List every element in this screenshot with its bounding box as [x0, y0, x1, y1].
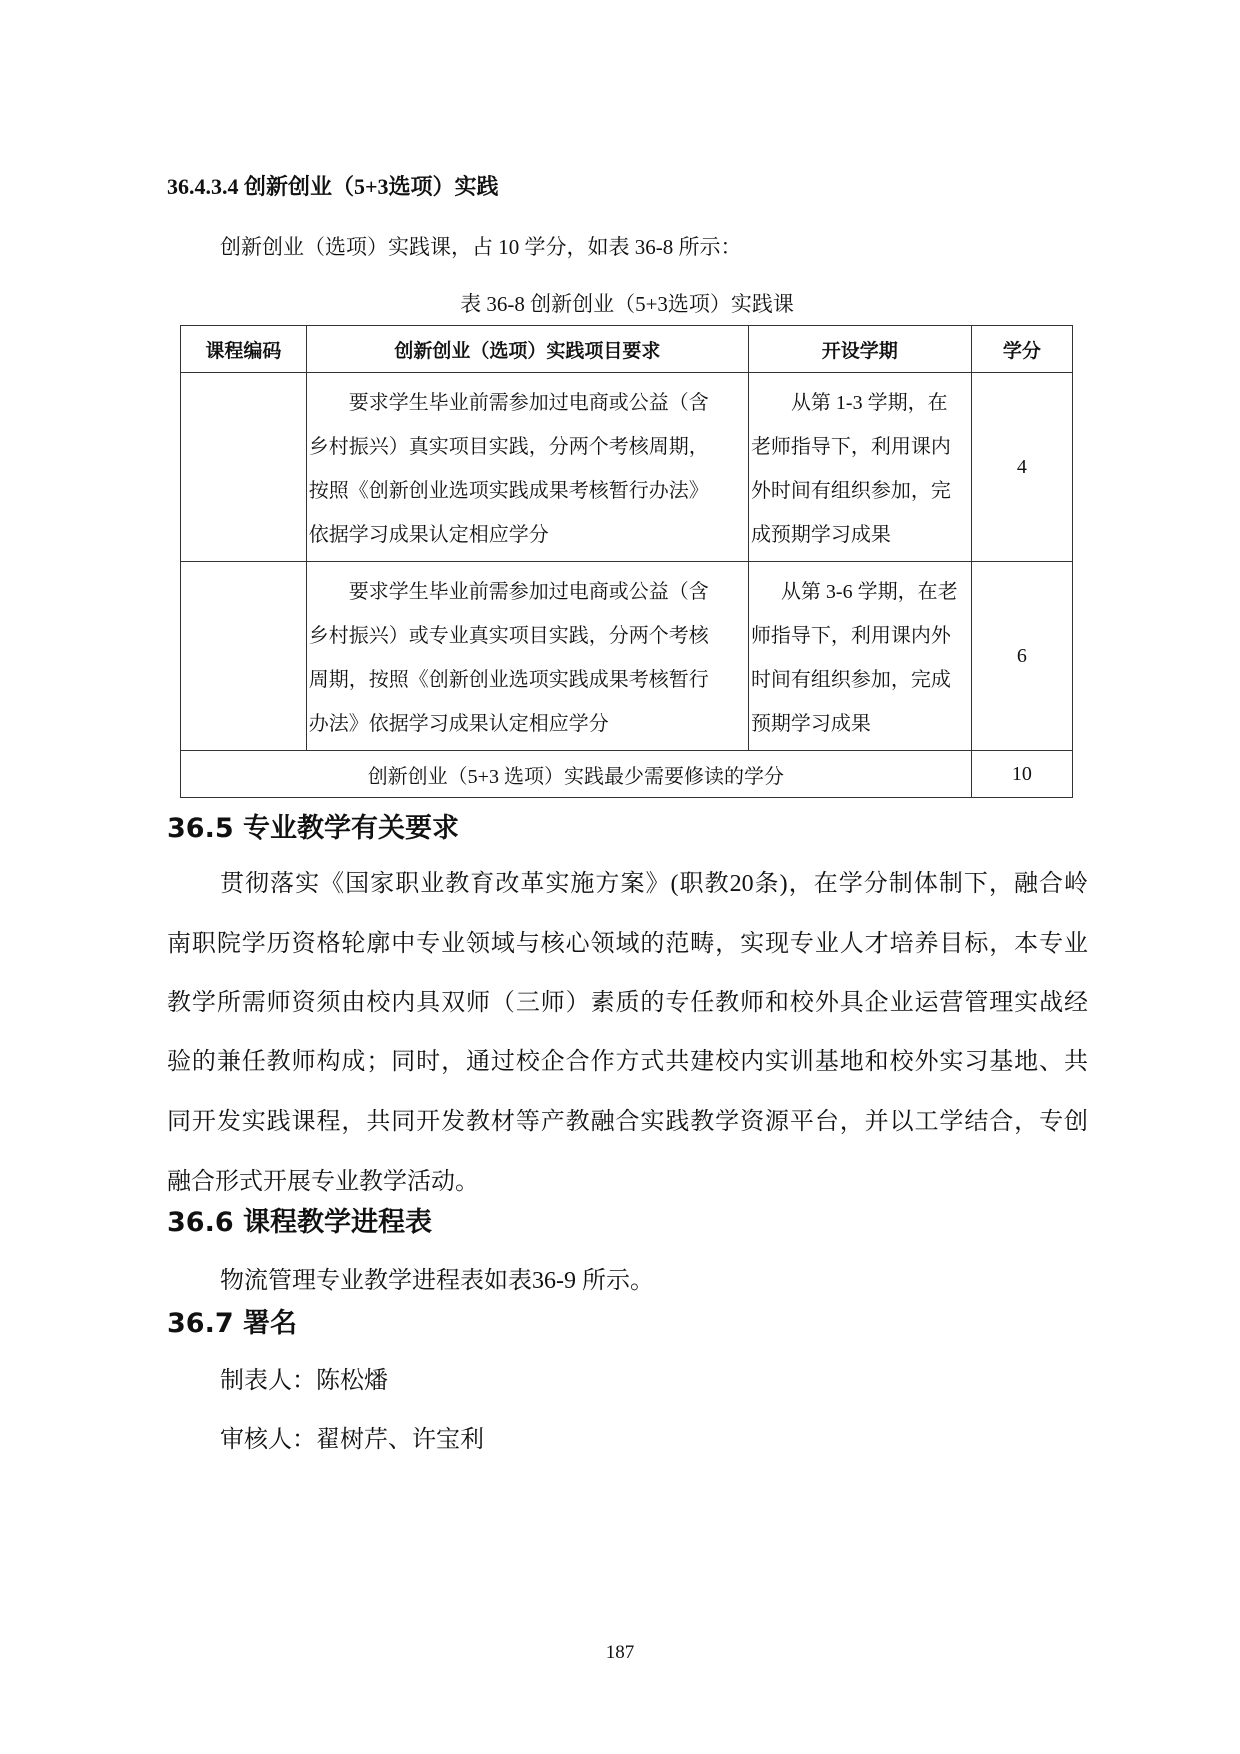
paragraph-line: 南职院学历资格轮廓中专业领域与核心领域的范畴，实现专业人才培养目标，本专业	[167, 931, 1088, 957]
line: 依据学习成果认定相应学分	[308, 523, 549, 546]
line: 预期学习成果	[750, 712, 871, 735]
section-36-6-heading: 36.6 课程教学进程表	[167, 1207, 433, 1238]
line: 时间有组织参加，完成	[750, 668, 951, 691]
intro-paragraph: 创新创业（选项）实践课，占 10 学分，如表 36-8 所示：	[220, 235, 742, 259]
paragraph-line: 融合形式开展专业教学活动。	[167, 1169, 479, 1195]
line: 成预期学习成果	[750, 523, 891, 546]
table-caption: 表 36-8 创新创业（5+3选项）实践课	[460, 292, 794, 316]
table-row	[181, 562, 1073, 751]
reviewer-line: 审核人：翟树芹、许宝利	[220, 1427, 484, 1453]
line: 师指导下，利用课内外	[750, 624, 951, 647]
section-36-7-heading: 36.7 署名	[167, 1308, 298, 1339]
table-total-row	[181, 751, 1073, 798]
line: 从第 1-3 学期，在	[790, 391, 948, 414]
maker-line: 制表人：陈松燔	[220, 1368, 388, 1394]
section-36-5-heading: 36.5 专业教学有关要求	[167, 813, 460, 844]
header-credits: 学分	[971, 326, 1072, 373]
course-code-cell	[181, 562, 307, 751]
paragraph-line: 贯彻落实《国家职业教育改革实施方案》(职教20条)，在学分制体制下，融合岭	[220, 871, 1088, 897]
paragraph-line: 验的兼任教师构成；同时，通过校企合作方式共建校内实训基地和校外实习基地、共	[167, 1049, 1088, 1075]
table-header-row	[181, 326, 1073, 373]
line: 周期，按照《创新创业选项实践成果考核暂行	[308, 668, 709, 691]
line: 乡村振兴）真实项目实践，分两个考核周期，	[308, 435, 709, 458]
line: 要求学生毕业前需参加过电商或公益（含	[348, 391, 709, 414]
credits-cell: 4	[971, 373, 1072, 562]
line: 办法》依据学习成果认定相应学分	[308, 712, 609, 735]
requirement-cell	[306, 562, 748, 751]
term-cell	[748, 373, 971, 562]
practice-table	[180, 325, 1073, 798]
header-requirement: 创新创业（选项）实践项目要求	[306, 326, 748, 373]
line: 外时间有组织参加，完	[750, 479, 951, 502]
table-row	[181, 373, 1073, 562]
line: 老师指导下，利用课内	[750, 435, 951, 458]
total-label: 创新创业（5+3 选项）实践最少需要修读的学分	[181, 751, 972, 798]
credits-cell: 6	[971, 562, 1072, 751]
header-term: 开设学期	[748, 326, 971, 373]
header-course-code: 课程编码	[181, 326, 307, 373]
line: 从第 3-6 学期，在老	[780, 580, 958, 603]
section-heading: 36.4.3.4 创新创业（5+3选项）实践	[167, 174, 499, 199]
paragraph-line: 同开发实践课程，共同开发教材等产教融合实践教学资源平台，并以工学结合，专创	[167, 1109, 1088, 1135]
paragraph-line: 教学所需师资须由校内具双师（三师）素质的专任教师和校外具企业运营管理实战经	[167, 990, 1088, 1016]
course-code-cell	[181, 373, 307, 562]
line: 要求学生毕业前需参加过电商或公益（含	[348, 580, 709, 603]
total-credits: 10	[971, 751, 1072, 798]
section-36-6-text: 物流管理专业教学进程表如表36-9 所示。	[220, 1268, 654, 1294]
line: 按照《创新创业选项实践成果考核暂行办法》	[308, 479, 709, 502]
term-cell	[748, 562, 971, 751]
line: 乡村振兴）或专业真实项目实践，分两个考核	[308, 624, 709, 647]
requirement-cell	[306, 373, 748, 562]
page-number: 187	[605, 1642, 635, 1663]
